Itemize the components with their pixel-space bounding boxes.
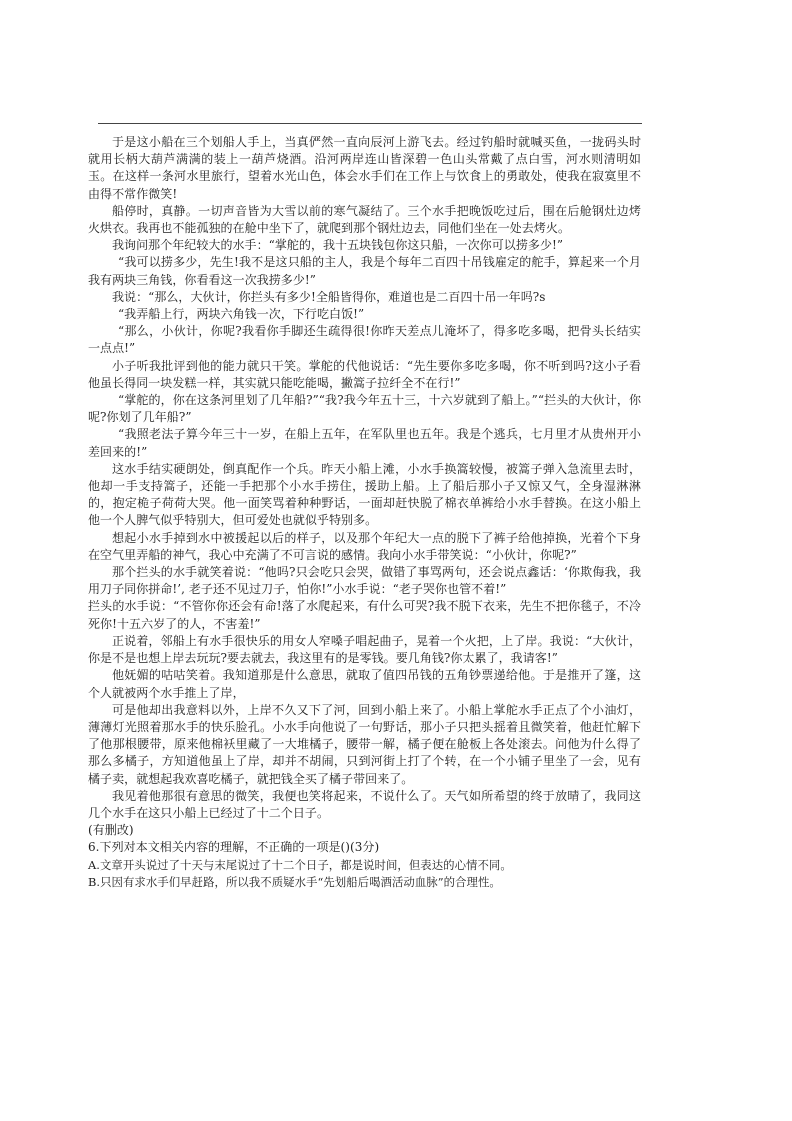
abridged-note: (有删改): [88, 823, 134, 838]
paragraph: 他妩媚的咕咕笑着。我知道那是什么意思，就取了值四吊钱的五角钞票递给他。于是推开了篷，这个人就被两个水手推上了岸，: [88, 668, 641, 700]
paragraph: 小子听我批评到他的能力就只干笑。掌舵的代他说话：“先生要你多吃多喝，你不听到吗?这小子看他虽长得同一块发糕一样，其实就只能吃能喝，撇篙子拉纤全不在行!”: [88, 358, 641, 390]
paragraph: 那个拦头的水手就笑着说：“他吗?只会吃只会哭，做错了事骂两句，还会说点鑫话：‘你欺侮我，我用刀子同你拼命!’, 老子还不见过刀子，怕你!”小水手说：“老子哭你也管不着!”: [88, 565, 641, 597]
passage-body: [88, 134, 641, 891]
paragraph: 正说着，邻船上有水手很快乐的用女人窄嗓子唱起曲子，晃着一个火把，上了岸。我说：“大伙计，你是不是也想上岸去玩玩?要去就去，我这里有的是零钱。要几角钱?你太累了，我请客!”: [88, 633, 641, 666]
paragraph: 想起小水手掉到水中被援起以后的样子，以及那个年纪大一点的脱下了裤子给他掉换，光着个下身在空气里弄船的神气，我心中充满了不可言说的感情。我向小水手带笑说：“小伙计，你呢?”: [88, 530, 641, 562]
paragraph: 我说：“那么，大伙计，你拦头有多少!全船皆得你，难道也是二百四十吊一年吗?s: [112, 289, 546, 304]
paragraph: “我照老法子算今年三十一岁，在船上五年，在军队里也五年。我是个逃兵，七月里才从贵州开小差回来的!”: [88, 427, 641, 459]
paragraph: 我见着他那很有意思的微笑，我便也笑将起来，不说什么了。天气如所希望的终于放晴了，我同这几个水手在这只小船上已经过了十二个日子。: [88, 788, 641, 820]
paragraph: “我可以捞多少，先生!我不是这只船的主人，我是个每年二百四十吊钱雇定的舵手，算起来一个月我有两块三角钱，你看看这一次我捞多少!”: [88, 255, 641, 287]
option-a: A.文章开头说过了十天与末尾说过了十二个日子，都是说时间，但表达的心情不同。: [88, 857, 512, 872]
paragraph: “那么，小伙计，你呢?我看你手脚还生疏得很!你昨天差点儿淹坏了，得多吃多喝，把骨头长结实一点点!”: [88, 324, 641, 356]
paragraph: 于是这小船在三个划船人手上，当真俨然一直向辰河上游飞去。经过钓船时就喊买鱼，一拢码头时就用长柄大葫芦满满的装上一葫芦烧酒。沿河两岸连山皆深碧一色山头常戴了点白雪，河水则清明如玉。在这样一条河水里旅行，望着水光山色，体会水手们在工作上与饮食上的勇敢处，使我在寂寞里不由得不常作微笑!: [88, 135, 641, 201]
option-b: B.只因有求水手们早赶路，所以我不质疑水手“先划船后喝酒活动血脉”的合理性。: [88, 874, 501, 889]
paragraph: “我弄船上行，两块六角钱一次，下行吃白饭!”: [118, 307, 365, 322]
paragraph: 船停时，真静。一切声音皆为大雪以前的寒气凝结了。三个水手把晚饭吃过后，围在后舱钢灶边烤火烘衣。我再也不能孤独的在舱中坐下了，就爬到那个钢灶边去，同他们坐在一处去烤火。: [88, 203, 641, 236]
question-6: 6.下列对本文相关内容的理解，不正确的一项是()(3分): [88, 840, 380, 855]
paragraph: 这水手结实硬朗处，倒真配作一个兵。昨天小船上滩，小水手换篙较慢，被篙子弹入急流里去时，他却一手支持篙子，还能一手把那个小水手捞住，援助上船。上了船后那小子又惊又气，全身湿淋淋的，抱定桅子荷荷大哭。他一面笑骂着种种野话，一面却赶快脱了棉衣单裤给小水手替换。在这小船上他一个人脾气似乎特别大，但可爱处也就似乎特别多。: [88, 461, 641, 528]
paragraph: 可是他却出我意料以外，上岸不久又下了河，回到小船上来了。小船上掌舵水手正点了个小油灯，薄薄灯光照着那水手的快乐脸孔。小水手向他说了一句野话，那小子只把头摇着且微笑着，他赶忙解下了他那根腰带，原来他棉袄里藏了一大堆橘子，腰带一解，橘子便在舱板上各处滚去。问他为什么得了那么多橘子，方知道他虽上了岸，却并不胡闹，只到河街上打了个转，在一个小铺子里坐了一会，见有橘子卖，就想起我欢喜吃橘子，就把钱全买了橘子带回来了。: [88, 702, 641, 786]
paragraph: 拦头的水手说：“不管你你还会有命!落了水爬起来，有什么可哭?我不脱下衣来，先生不把你毯子，不冷死你!十五六岁了的人，不害羞!”: [88, 599, 641, 631]
paragraph: 我询问那个年纪较大的水手：“掌舵的，我十五块钱包你这只船，一次你可以捞多少!”: [112, 238, 564, 253]
paragraph: “掌舵的，你在这条河里划了几年船?”“我?我今年五十三，十六岁就到了船上。”“拦头的大伙计，你呢?你划了几年船?”: [88, 393, 641, 425]
header-rule: [98, 123, 642, 124]
